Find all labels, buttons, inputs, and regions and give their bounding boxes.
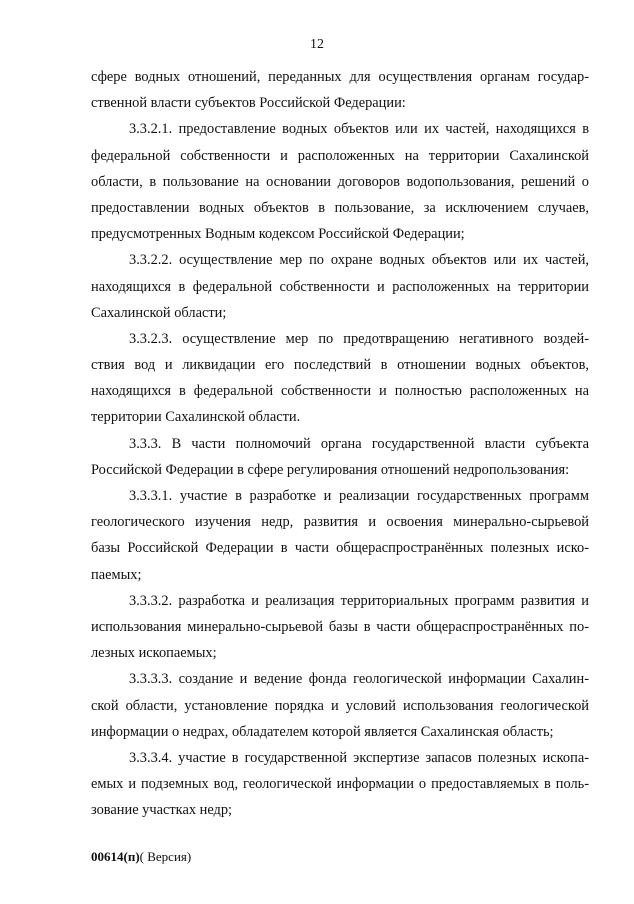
text-line: федеральной собственности и расположенных на территории Сахалинской: [91, 147, 589, 164]
text-line: сфере водных отношений, переданных для осуществления органам государ-: [91, 69, 589, 85]
text-line: 3.3.2.2. осуществление мер по охране водных объектов или их частей,: [129, 252, 589, 269]
text-line: 3.3.3.3. создание и ведение фонда геологической информации Сахалин-: [129, 671, 589, 688]
text-line: паемых;: [91, 566, 142, 583]
text-line: информации о недрах, обладателем которой является Сахалинская область;: [91, 723, 554, 740]
text-line: 3.3.3.4. участие в государственной экспертизе запасов полезных ископа-: [129, 749, 589, 766]
text-line: ствия вод и ликвидации его последствий в отношении водных объектов,: [91, 357, 589, 374]
text-line: лезных ископаемых;: [91, 645, 217, 662]
text-line: использования минерально-сырьевой базы в части общераспространённых по-: [91, 618, 589, 635]
text-line: территории Сахалинской области.: [91, 409, 301, 426]
text-line: ственной власти субъектов Российской Федерации:: [91, 95, 406, 112]
text-line: Российской Федерации в сфере регулирования отношений недропользования:: [91, 461, 570, 478]
text-line: Сахалинской области;: [91, 304, 227, 321]
text-line: находящихся в федеральной собственности и полностью расположенных на: [91, 383, 589, 400]
version-label: ( Версия): [139, 849, 192, 864]
document-body: [91, 64, 589, 823]
text-line: находящихся в федеральной собственности и расположенных на территории: [91, 278, 589, 295]
text-line: 3.3.2.1. предоставление водных объектов или их частей, находящихся в: [129, 121, 589, 138]
text-line: емых и подземных вод, геологической информации о предоставляемых в поль-: [91, 776, 589, 793]
page-number: 12: [310, 37, 324, 52]
text-line: 3.3.2.3. осуществление мер по предотвращению негативного воздей-: [129, 330, 589, 347]
text-line: 3.3.3. В части полномочий органа государственной власти субъекта: [129, 435, 589, 452]
text-line: области, в пользование на основании договоров водопользования, решений о: [91, 173, 589, 190]
text-line: 3.3.3.2. разработка и реализация территориальных программ развития и: [129, 592, 589, 609]
document-footer: [91, 848, 191, 866]
text-line: геологического изучения недр, развития и освоения минерально-сырьевой: [91, 514, 589, 531]
document-code: 00614(п): [91, 849, 140, 864]
text-line: базы Российской Федерации в части общераспространённых полезных иско-: [91, 540, 589, 557]
text-line: предоставлении водных объектов в пользование, за исключением случаев,: [91, 199, 589, 216]
text-line: ской области, установление порядка и условий использования геологической: [91, 697, 589, 714]
text-line: предусмотренных Водным кодексом Российской Федерации;: [91, 226, 465, 243]
text-line: 3.3.3.1. участие в разработке и реализации государственных программ: [129, 488, 589, 504]
text-line: зование участках недр;: [91, 802, 233, 819]
